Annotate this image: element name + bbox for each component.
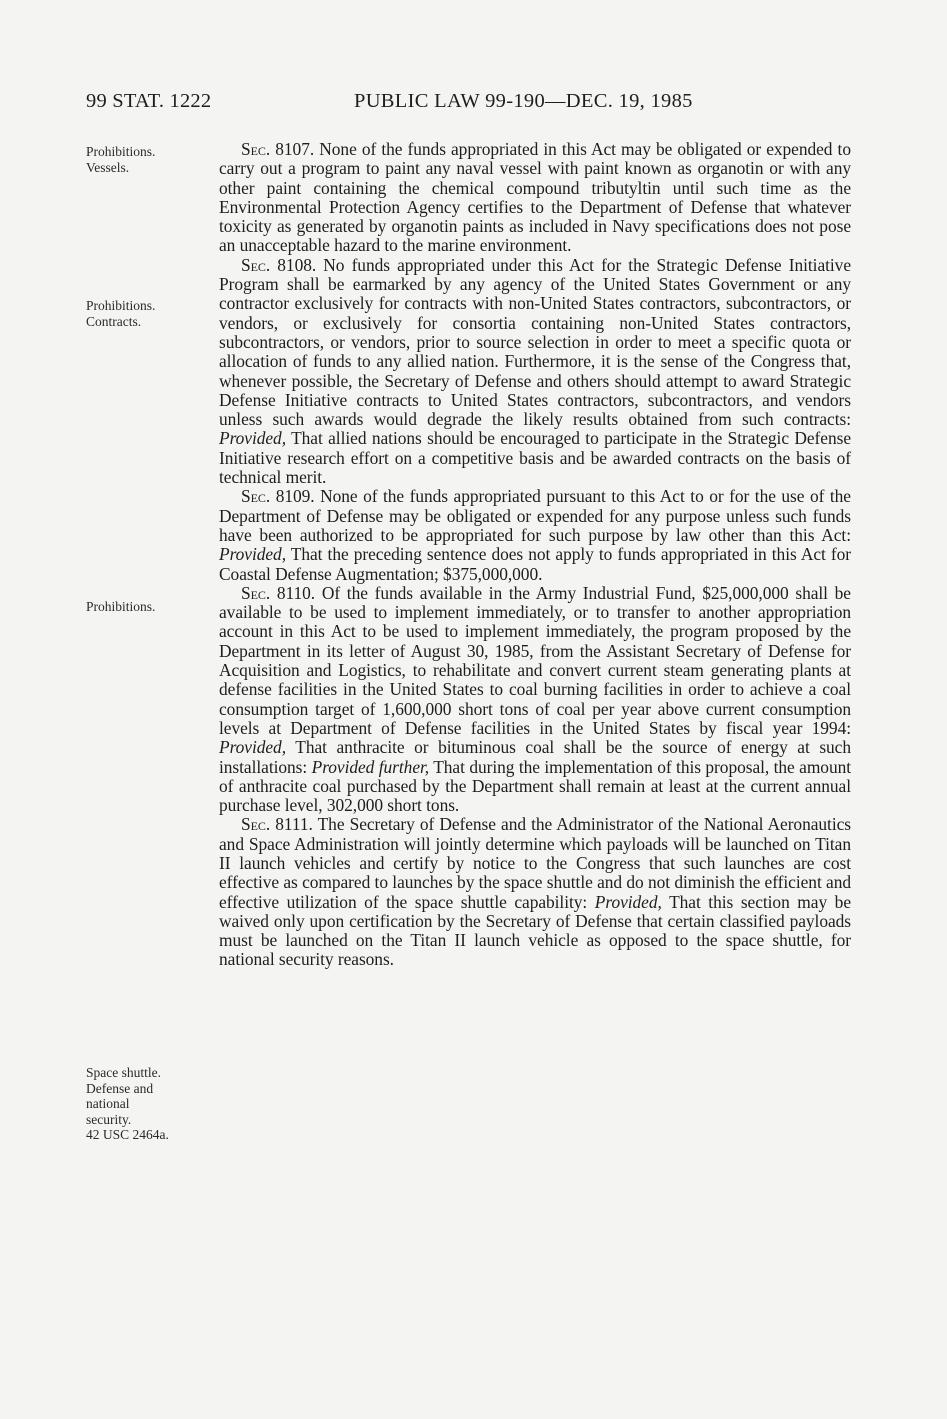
section-text: That this section may be waived only upon certification by the Secretary of Defense that certain classified payloads must be launched on the Titan II launch vehicle as opposed to the space shuttle, for national security reasons. — [219, 891, 851, 970]
section-text: None of the funds appropriated in this Act may be obligated or expended to carry out a program to paint any naval vessel with paint known as organotin or with any other paint containing the chemical compound tributyltin until such time as the Environmental Protection Agency certifies to the Department of Defense that whatever toxicity as generated by organotin paints as included in Navy specifications does not pose an unacceptable hazard to the marine environment. — [219, 139, 851, 256]
section-number: 8108. — [277, 254, 317, 275]
margin-note-line: Prohibitions. — [86, 144, 156, 159]
section-label: Sec. — [241, 582, 271, 603]
margin-note-8111 — [86, 1065, 211, 1143]
margin-note-line: Prohibitions. — [86, 599, 156, 614]
section-text: Of the funds available in the Army Industrial Fund, $25,000,000 shall be available to be used to implement immediately, or to transfer to another appropriation account in this Act to be used to implement immediately, the program proposed by the Department in its letter of August 30, 1985, from the Assistant Secretary of Defense for Acquisition and Logistics, to rehabilitate and convert current steam generating plants at defense facilities in the United States to coal burning facilities in order to achieve a coal consumption target of 1,600,000 short tons of coal per year above current consumption levels at Department of Defense facilities in the United States by fiscal year 1994: — [219, 582, 851, 738]
section-label: Sec. — [241, 139, 271, 159]
section-text: That the preceding sentence does not apply to funds appropriated in this Act for Coastal Defense Augmentation; $375,000,000. — [219, 544, 851, 584]
proviso: Provided further, — [311, 756, 430, 777]
proviso: Provided, — [219, 544, 286, 565]
section-text: No funds appropriated under this Act for the Strategic Defense Initiative Program shall be earmarked by any agency of the United States Government or any contractor exclusively for contracts with non-United States contractors, subcontractors, or vendors, or exclusively for consortia containing non-United States contractors, subcontractors, or vendors, prior to source selection in order to meet a specific quota or allocation of funds to any allied nation. Furthermore, it is the sense of the Congress that, whenever possible, the Secretary of Defense and others should attempt to award Strategic Defense Initiative contracts to United States contractors, subcontractors, and vendors unless such awards would degrade the likely results obtained from such contracts: — [219, 254, 851, 430]
page-header — [86, 90, 846, 120]
margin-note-8108 — [86, 298, 211, 329]
margin-note-line: Defense and — [86, 1080, 154, 1096]
margin-note-line: Contracts. — [86, 313, 142, 329]
margin-note-line: Prohibitions. — [86, 298, 156, 313]
section-number: 8109. — [275, 486, 315, 507]
section-8108 — [219, 256, 851, 488]
section-text: That anthracite or bituminous coal shall be the source of energy at such installations: — [219, 737, 851, 777]
section-number: 8110. — [276, 582, 316, 603]
section-text: That allied nations should be encouraged to participate in the Strategic Defense Initiative research effort on a competitive basis and be awarded contracts on the basis of technical merit. — [219, 428, 851, 488]
statute-reference: 99 STAT. 1222 — [86, 90, 212, 112]
section-label: Sec. — [241, 814, 271, 835]
section-8109 — [219, 487, 851, 583]
margin-note-line: 42 USC 2464a. — [86, 1127, 169, 1142]
margin-note-line: Vessels. — [86, 159, 130, 175]
margin-note-8109 — [86, 599, 211, 615]
section-label: Sec. — [241, 254, 271, 275]
law-title: PUBLIC LAW 99-190—DEC. 19, 1985 — [354, 90, 693, 112]
section-number: 8111. — [275, 814, 313, 835]
margin-note-line: security. — [86, 1111, 132, 1127]
section-body — [219, 140, 851, 970]
section-text: None of the funds appropriated pursuant to this Act to or for the use of the Department of Defense may be obligated or expended for any purpose unless such funds have been authorized to be appropriated for such purpose by law other than this Act: — [219, 486, 851, 545]
section-8107 — [219, 140, 851, 256]
section-text: The Secretary of Defense and the Administrator of the National Aeronautics and Space Administration will jointly determine which payloads will be launched on Titan II launch vehicles and certify by notice to the Congress that such launches are cost effective as compared to launches by the space shuttle and do not diminish the efficient and effective utilization of the space shuttle capability: — [219, 814, 851, 912]
section-8110 — [219, 584, 851, 816]
proviso: Provided, — [219, 428, 286, 449]
section-label: Sec. — [241, 486, 271, 507]
margin-note-line: Space shuttle. — [86, 1065, 161, 1080]
section-number: 8107. — [275, 139, 315, 159]
proviso: Provided, — [219, 737, 286, 758]
margin-note-line: national — [86, 1096, 130, 1111]
margin-note-8107 — [86, 144, 211, 175]
section-8111 — [219, 815, 851, 969]
section-text: That during the implementation of this proposal, the amount of anthracite coal purchased by the Department shall remain at least at the current annual purchase level, 302,000 short tons. — [219, 756, 852, 816]
proviso: Provided, — [594, 891, 662, 912]
